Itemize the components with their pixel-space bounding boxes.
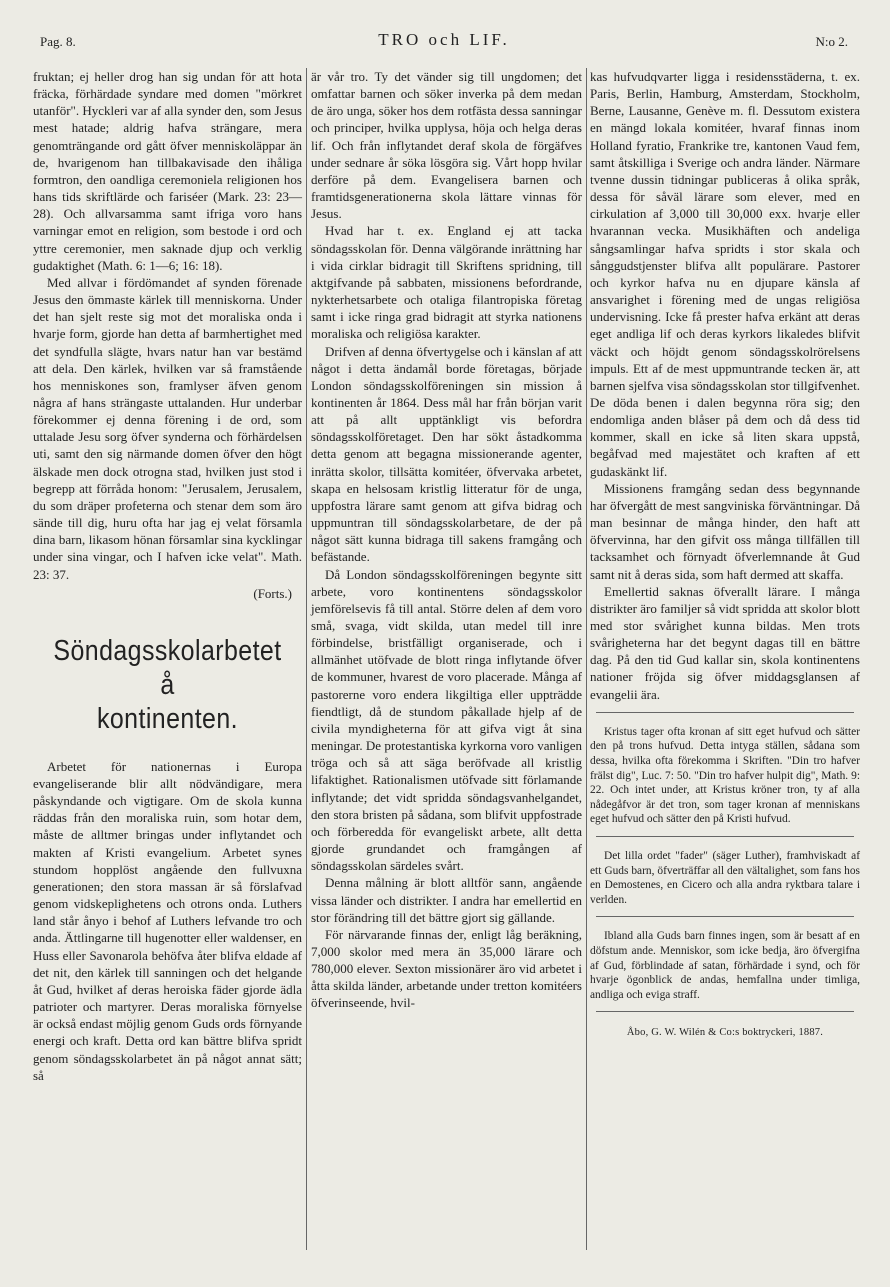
issue-number: N:o 2. xyxy=(815,34,848,49)
short-item: Ibland alla Guds barn finnes ingen, som är besatt af en döfstum ande. Menniskor, som icke bedja, äro öfvergifna af Gud, förblindade af satan, förhärdade i synd, och för hvarje ögonblick de andas, hemfallna under timliga, andliga och eviga straff. xyxy=(590,930,860,1001)
paragraph: Denna målning är blott alltför sann, angående vissa länder och distrikter. I andra har emellertid en stor förändring till det bättre gjort sig gällande. xyxy=(311,875,582,925)
column-3 xyxy=(590,68,860,1253)
continued-note: (Forts.) xyxy=(253,585,292,601)
section-divider xyxy=(596,916,854,917)
heading-line: Söndagsskolarbetet å xyxy=(53,634,282,701)
paragraph: kas hufvudqvarter ligga i residensstäderna, t. ex. Paris, Berlin, Hamburg, Amsterdam, Stockholm, Berne, Lausanne, Genève m. fl. Dessutom existera en mängd lokala komitéer, hvaraf finnas inom Holland fyratio, Frankrike tre, kantonen Vaud fem, samt åtskilliga i Sverige och andra länder. Närmare tvenne dussin tidningar publiceras å olika språk, dessa för såväl lärare som elever, med en cirkulation af 3,000 till 30,000 exx. hvarje eller hvarannan vecka. Musikhäften och andeliga sångsamlingar hafva spridts i stor skala och sånggudstjenster blifva allt populärare. Pastorer och kyrkor hafva nu en djupare känsla af ansvarighet i förening med de ungas religiösa undervisning. Icke få prester hafva erkänt att deras eget andliga lif och deras kyrkors likaledes blifvit väckt och höjdt genom söndagsskolrörelsens impuls. Ett af de mest uppmuntrande tecken är, att barnen sjelfva visa söndagsskolan stor tillgifvenhet. De döda benen i dalen begynna röra sig; den endomliga anden blåser på dem och då dess tid kommer, skall en icke så liten skara uppstå, begåfvad med majestätet och kraften af ett gudaskänkt lif. xyxy=(590,69,860,479)
short-item: Kristus tager ofta kronan af sitt eget hufvud och sätter den på trons hufvud. Detta intyga ställen, sådana som dessa, hvilka ofta förekomma i Skriften. "Din tro hafver frälst dig", Luc. 7: 50. "Din tro hafver hulpit dig", Math. 9: 22. Och intet under, att Kristus kröner tron, ty af alla nådegåfvor är det tron, som tager kronan af menniskans eget hufvud och sätter den på Kristi hufvud. xyxy=(590,725,860,826)
masthead-title: TRO och LIF. xyxy=(378,30,510,49)
paragraph: Med allvar i fördömandet af synden förenade Jesus den ömmaste kärlek till menniskorna. Under det han sjelt reste sig mot det moraliska onda i hvarje form, gjorde han detta af barmhertighet med det syndfulla slägte, hvars natur han var bestämd att dela. Den kärlek, hvilken var så framstående hos menniskones son, framlyser äfven genom några af hans strängaste uttalanden. Hur underbar förekommer ej denna förening i de ord, som uttalade Jesu sorg öfver synderna och förhärdelsen uti, samt den sig närmande domen öfver den högt älskade men dock otrogna stad, hvilken just stod i begrepp att förråda honom: "Jerusalem, Jerusalem, du som dräper profeterna och stenar dem som äro sände till dig, huru ofta har jag ej velat församla dina barn, likasom hönan församlar sina kycklingar under sina vingar, och I hafven icke velat". Math. 23: 37. xyxy=(33,274,302,582)
article-heading xyxy=(52,634,283,736)
printer-imprint: Åbo, G. W. Wilén & Co:s boktryckeri, 1887. xyxy=(626,1027,824,1039)
paragraph: Då London söndagsskolföreningen begynte sitt arbete, voro kontinentens söndagsskolor jemförelsevis få till antal. Större delen af dem voro små, svaga, vidt skilda, utan medel till inre förbindelse, bristfälligt organiserade, och i allmänhet utöfvade de blott ringa inflytande öfver de kommuner, hvarest de voro placerade. Många af pastorerne voro endera likgiltiga eller uppträdde fiendtligt, då de stundom påkallade hjelp af de civila myndigheterna för att gifva vigt åt sina meningar. De protestantiska kyrkorna voro vanligen tröga och så att säga beröfvade all kristlig lifaktighet. Rationalismen utöfvade sitt förlamande inflytande; det vidt spridda söndagsvanhelgandet, den stora bristen på sådana, som blifvit uppfostrade och förberedda för evangeliskt arbete, allt detta gjorde grundandet och framgången af söndagsskolan särdeles svårt. xyxy=(311,566,582,874)
paragraph: är vår tro. Ty det vänder sig till ungdomen; det omfattar barnen och söker inverka på dem medan de äro unga, söker hos dem rotfästa dessa sanningar och principer, hvilka upplysa, höja och helga deras lif. Och från inflytandet deraf skola de förgäfves under sednare år söka lösgöra sig. Vårt hopp hvilar derföre på dem. Evangelisera barnen och framtidsgenerationerna skola lättare vinnas för Jesus. xyxy=(311,69,582,222)
short-item: Det lilla ordet "fader" (säger Luther), framhviskadt af ett Guds barn, öfverträffar all den vältalighet, som fans hos en Demostenes, en Cicero och alla andra ryktbara talare i verlden. xyxy=(590,849,860,906)
paragraph: Emellertid saknas öfverallt lärare. I många distrikter äro familjer så vidt spridda att skolor blott med stor svårighet kunna bildas. Men trots svårigheterna har det begynt dagas till en bättre dag. På den tid Gud kallar sin, skola kontinentens nationer fröjda sig öfver middagsglansen af evangelii ära. xyxy=(590,583,860,702)
section-divider xyxy=(596,712,854,713)
column-1 xyxy=(33,68,302,1253)
column-divider xyxy=(586,68,587,1250)
paragraph: Arbetet för nationernas i Europa evangeliserande blir allt nödvändigare, mera påskyndande och vigtigare. Om de skola kunna räddas från den moraliska ruin, som hotar dem, måste de alltmer bringas under inflytandet och makten af Kristi evangelium. Arbetet synes stundom hopplöst angående den fullvuxna generationen; den stora massan är så förslafvad genom vidskeplighetens och otrons onda. Luthers land står ånyo i behof af Luthers lefvande tro och anda. Ättlingarne till hugenotter eller waldenser, en Huss eller Savonarola behöfva åter blifva eldade af det nit, den kärlek till sanningen och det helgande åt Gud, hvilket af deras heroiska fäder gjorde ädla patrioter och martyrer. Deras moraliska förnyelse är också endast möjlig genom Guds ords förnyande energi och kraft. Detta ord kan bättre blifva spridt genom söndagsskolarbetet än på något annat sätt; så xyxy=(33,758,302,1083)
paragraph: fruktan; ej heller drog han sig undan för att hota fräcka, förhärdade syndare med domen "mörkret utanför". Hyckleri var af alla synder den, som Jesus mest hatade; aldrig hafva strängare, mera genomträngande ord gått öfver menniskoläppar än de, hvarigenom han tillbakavisade den ihåliga formtron, den oandliga ceremoniela religionen hos hans tids skriftlärde och fariséer (Mark. 23: 23—28). Och allvarsamma samt ifriga voro hans varningar emot en religion, som bestode i ord och yttre ceremonier, men saknade djup och verklig gudaktighet (Math. 6: 1—6; 16: 18). xyxy=(33,69,302,273)
column-divider xyxy=(306,68,307,1250)
page-header xyxy=(40,30,848,52)
section-divider xyxy=(596,836,854,837)
paragraph: Hvad har t. ex. England ej att tacka söndagsskolan för. Denna välgörande inrättning har i vida cirklar bidragit till Skriftens spridning, till aktgifvande på sabbaten, missionens befordrande, nykterhetsarbete och otaliga filantropiska företag samt i icke ringa grad bidragit att styrka nationens moraliska och religiösa karakter. xyxy=(311,223,582,342)
page-number: Pag. 8. xyxy=(40,34,76,49)
paragraph: Drifven af denna öfvertygelse och i känslan af att något i detta ändamål borde företagas, började London söndagsskolföreningen sin mission å kontinenten år 1864. Dess mål har från början varit att på allt upptänkligt vis befordra söndagsskolföretaget. Den har sökt åstadkomma detta genom att begagna missionerande agenter, inrätta skolor, tillsätta komitéer, öfvervaka arbetet, skapa en helsosam kristlig litteratur för de unga, uppfostra lärare samt genom att gifva bidrag och uppmuntran till söndagsskolarbetare, de der på något sätt kunna bidraga till sakens framgång och befästande. xyxy=(311,343,583,565)
paragraph: Missionens framgång sedan dess begynnande har öfvergått de mest sangviniska förväntningar. Då man besinnar de många hinder, den haft att öfvervinna, har den gifvit oss många tillfällen till tacksamhet och förnyadt öfverlemnande åt Gud samt nit å deras sida, som haft dermed att skaffa. xyxy=(590,480,860,582)
section-divider xyxy=(596,1011,854,1012)
column-2 xyxy=(311,68,582,1253)
heading-line: kontinenten. xyxy=(96,702,239,735)
paragraph: För närvarande finnas der, enligt låg beräkning, 7,000 skolor med mera än 35,000 lärare och 780,000 elever. Sexton missionärer äro vid arbetet i åtta skilda länder, arbetande under tretton komitéers öfverinseende, hvil- xyxy=(311,926,582,1011)
